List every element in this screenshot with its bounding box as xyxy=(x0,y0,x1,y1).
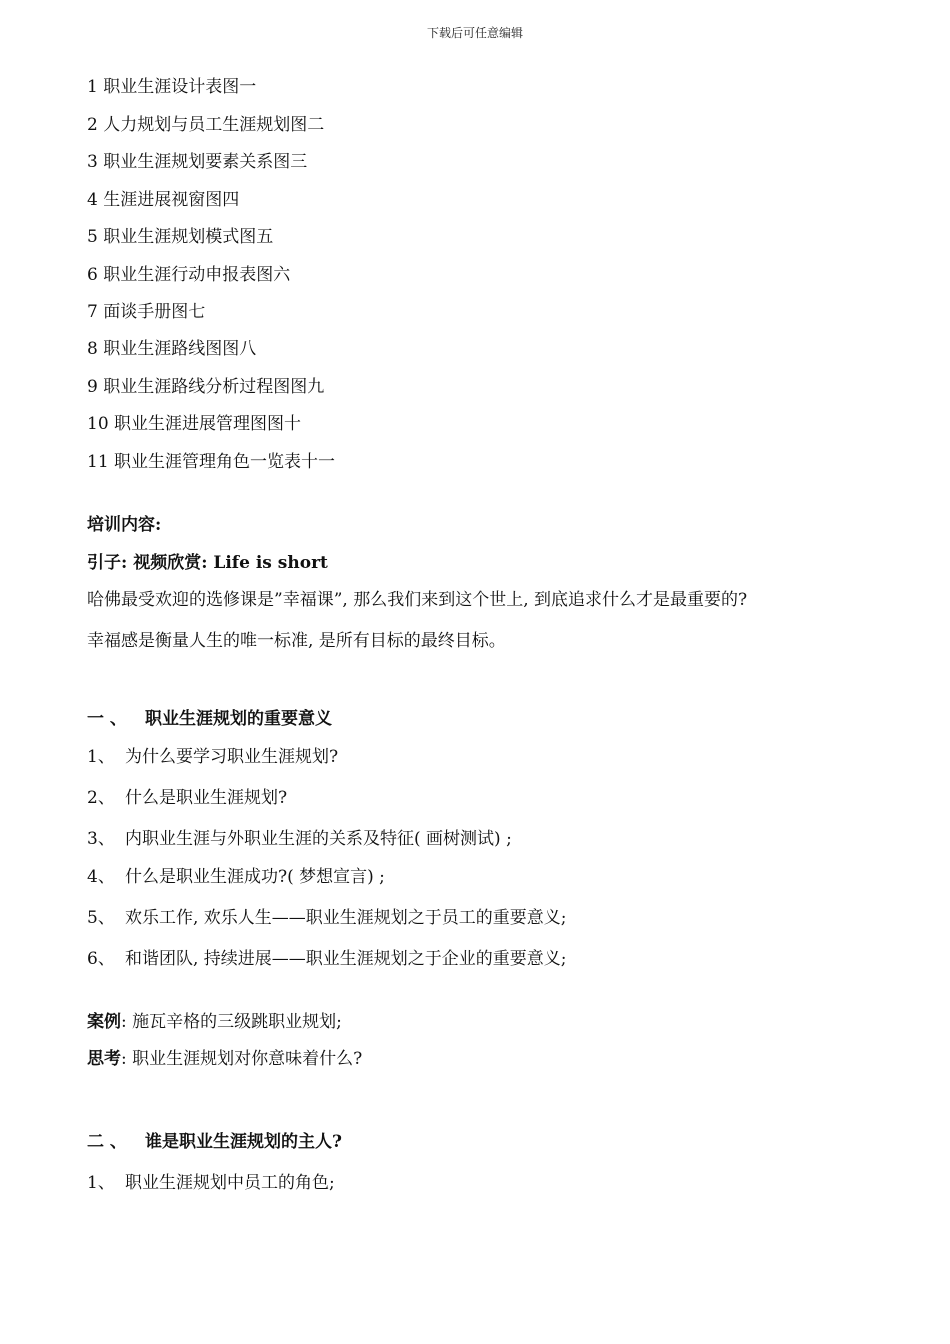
list-item xyxy=(87,746,338,768)
figure-list-item: 3 职业生涯规划要素关系图三 xyxy=(87,152,308,172)
list-item xyxy=(87,866,385,888)
item-text: 什么是职业生涯成功?( 梦想宣言) ; xyxy=(125,867,385,887)
list-item xyxy=(87,907,567,929)
item-text: 为什么要学习职业生涯规划? xyxy=(125,747,339,767)
figure-list-item: 5 职业生涯规划模式图五 xyxy=(87,227,274,247)
figure-list-item: 2 人力规划与员工生涯规划图二 xyxy=(87,115,325,135)
item-number: 5、 xyxy=(87,908,115,928)
figure-list-item: 4 生涯进展视窗图四 xyxy=(87,190,240,210)
figure-list-item: 9 职业生涯路线分析过程图图九 xyxy=(87,377,325,397)
intro-paragraph: 哈佛最受欢迎的选修课是”幸福课”, 那么我们来到这个世上, 到底追求什么才是最重要的? xyxy=(87,590,748,610)
section-title: 谁是职业生涯规划的主人? xyxy=(145,1132,342,1152)
section-title: 职业生涯规划的重要意义 xyxy=(145,709,332,729)
item-number: 6、 xyxy=(87,949,115,969)
list-item xyxy=(87,787,287,809)
intro-label: 引子: 视频欣赏: Life is short xyxy=(87,553,328,573)
think-line xyxy=(87,1048,362,1070)
case-line xyxy=(87,1011,342,1033)
item-text: 什么是职业生涯规划? xyxy=(125,788,288,808)
list-item xyxy=(87,828,512,850)
item-text: 职业生涯规划中员工的角色; xyxy=(125,1173,335,1193)
figure-list-item: 6 职业生涯行动申报表图六 xyxy=(87,265,291,285)
page-header-note: 下载后可任意编辑 xyxy=(426,26,523,40)
item-text: 和谐团队, 持续进展——职业生涯规划之于企业的重要意义; xyxy=(125,949,567,969)
item-text: 欢乐工作, 欢乐人生——职业生涯规划之于员工的重要意义; xyxy=(125,908,567,928)
intro-paragraph: 幸福感是衡量人生的唯一标准, 是所有目标的最终目标。 xyxy=(87,631,506,651)
figure-list-item: 7 面谈手册图七 xyxy=(87,302,206,322)
figure-list-item: 10 职业生涯进展管理图图十 xyxy=(87,414,302,434)
item-number: 4、 xyxy=(87,867,115,887)
item-number: 2、 xyxy=(87,788,115,808)
list-item xyxy=(87,948,567,970)
section-heading xyxy=(87,708,332,730)
item-number: 1、 xyxy=(87,1173,115,1193)
section-heading xyxy=(87,1131,342,1153)
item-number: 1、 xyxy=(87,747,115,767)
think-label: 思考 xyxy=(87,1049,121,1069)
case-label: 案例 xyxy=(87,1012,121,1032)
training-heading: 培训内容: xyxy=(87,515,162,535)
case-text: : 施瓦辛格的三级跳职业规划; xyxy=(121,1012,342,1032)
figure-list-item: 11 职业生涯管理角色一览表十一 xyxy=(87,452,336,472)
list-item xyxy=(87,1172,335,1194)
section-number: 二 、 xyxy=(87,1132,127,1152)
figure-list-item: 1 职业生涯设计表图一 xyxy=(87,77,257,97)
item-text: 内职业生涯与外职业生涯的关系及特征( 画树测试) ; xyxy=(125,829,512,849)
section-number: 一 、 xyxy=(87,709,127,729)
figure-list-item: 8 职业生涯路线图图八 xyxy=(87,339,257,359)
think-text: : 职业生涯规划对你意味着什么? xyxy=(121,1049,363,1069)
item-number: 3、 xyxy=(87,829,115,849)
